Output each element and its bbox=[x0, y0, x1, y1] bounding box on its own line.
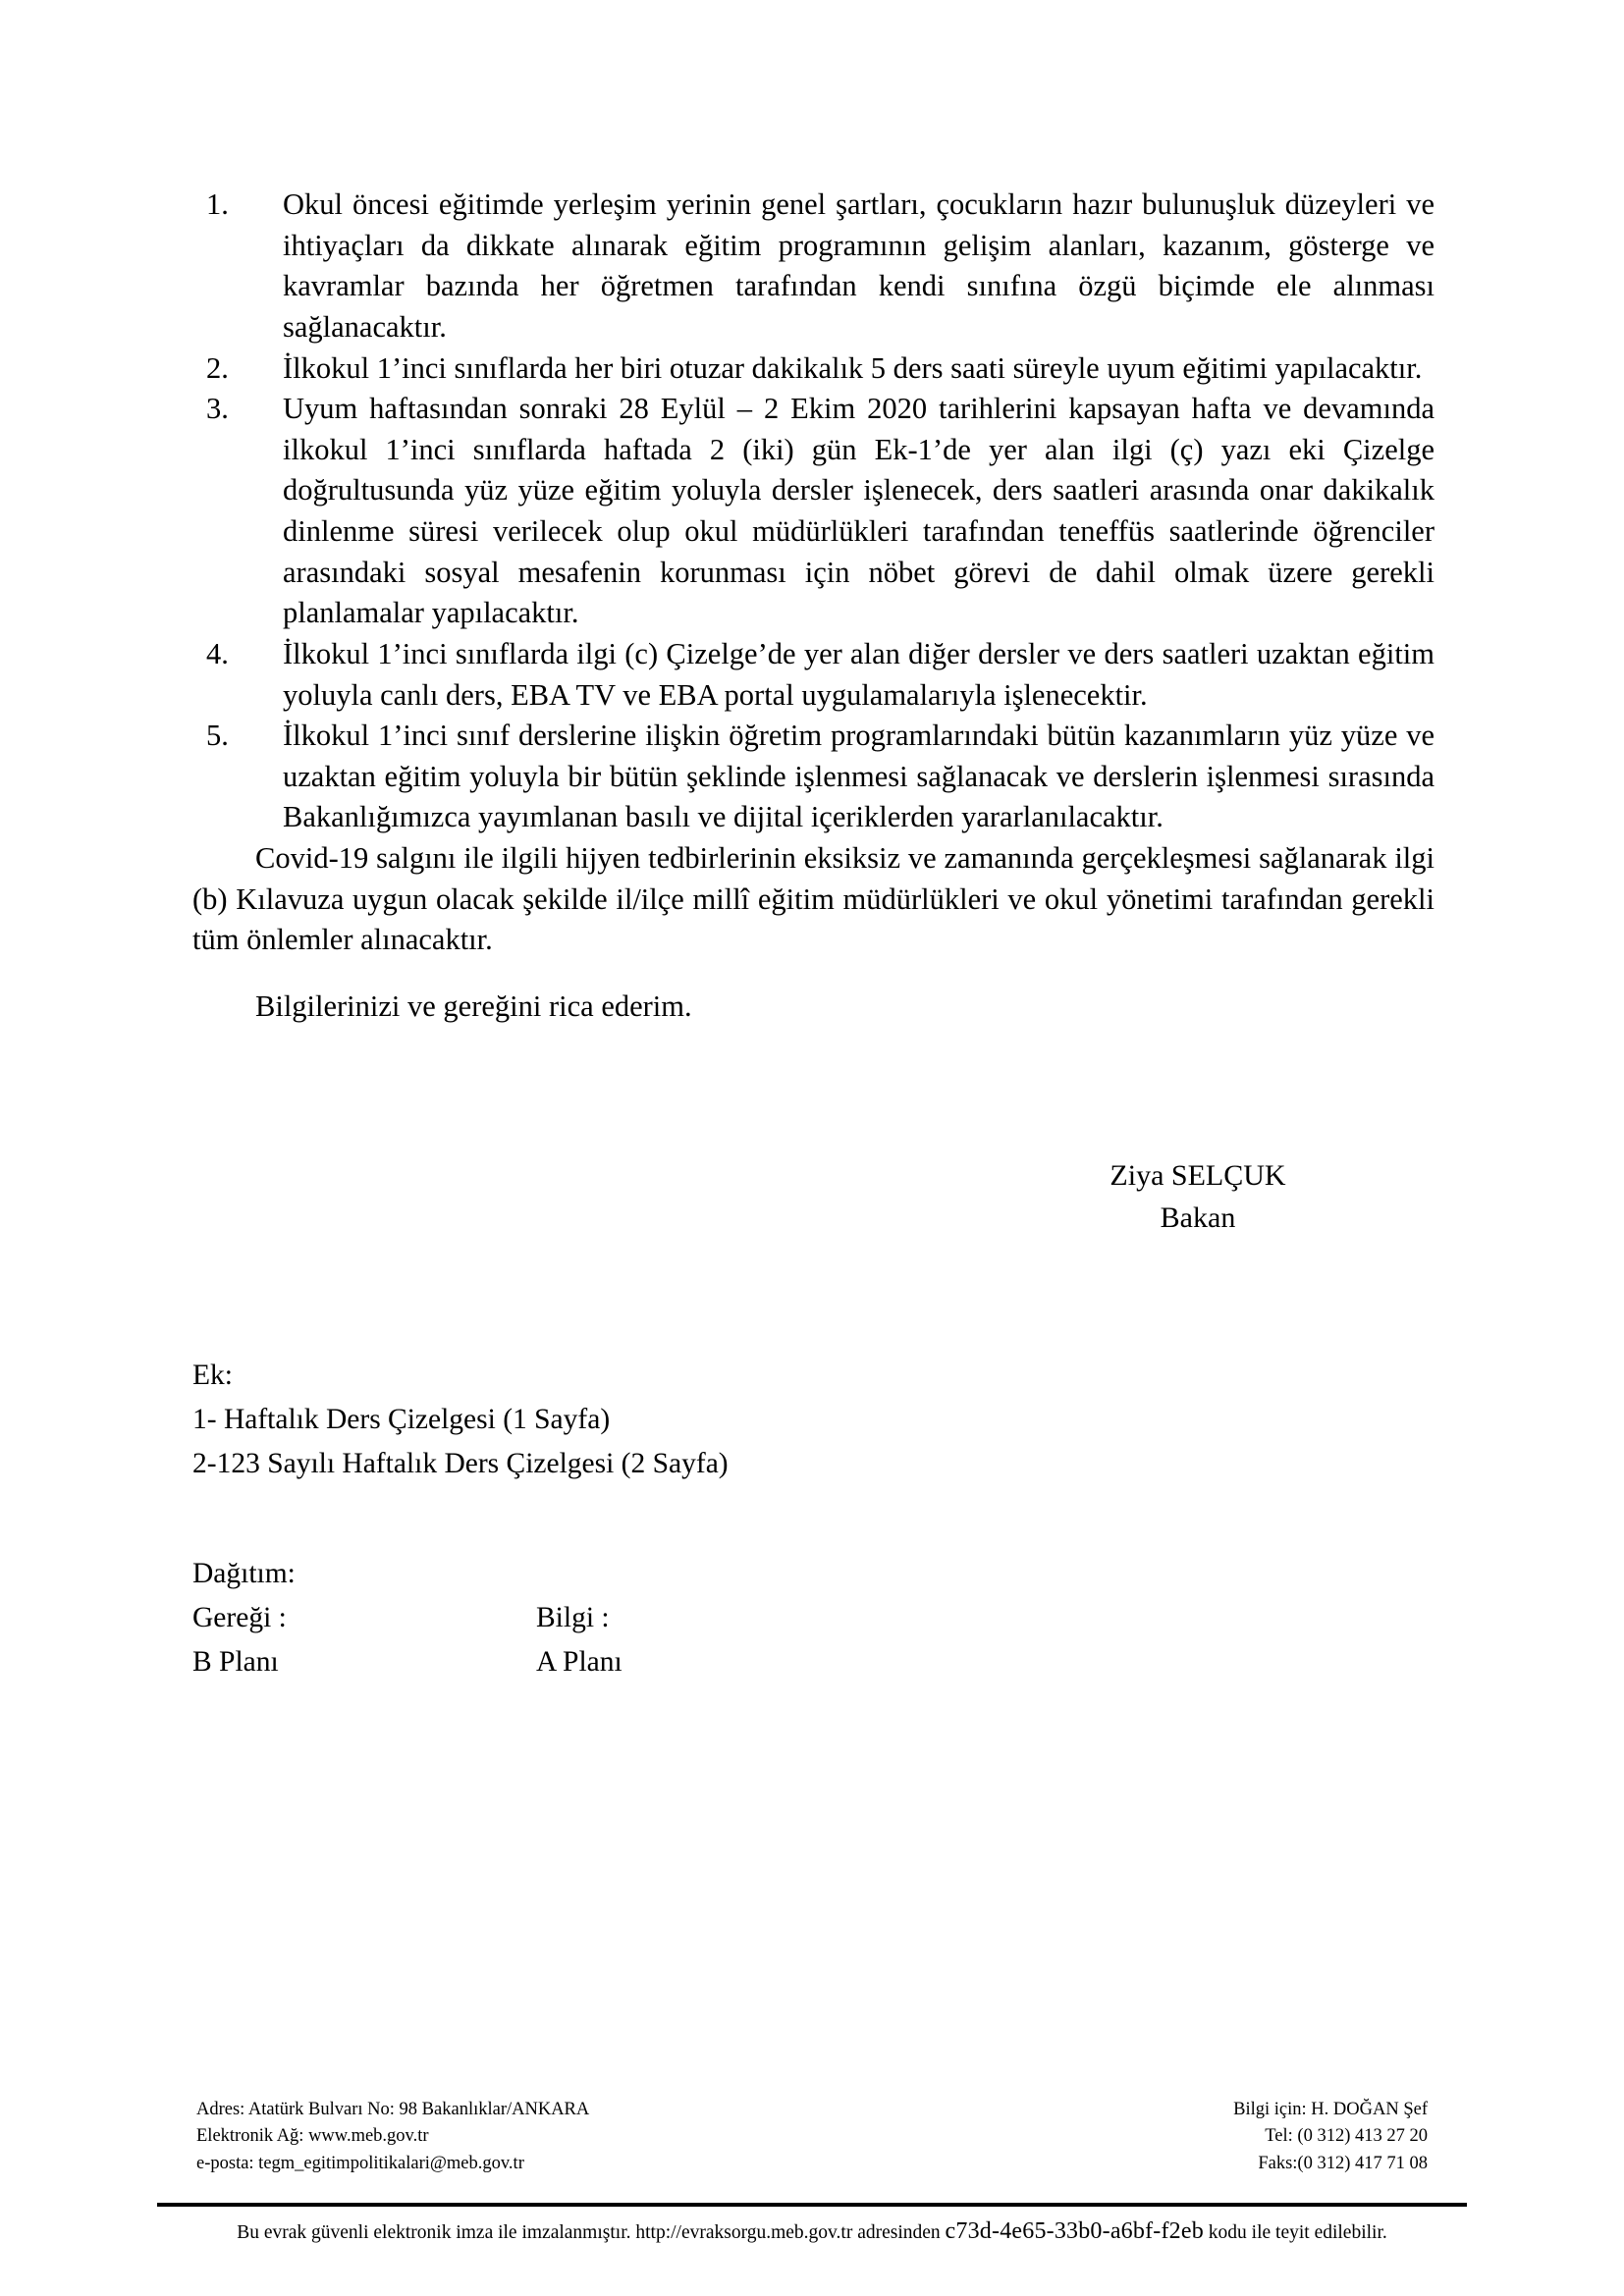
attachment-item: 2-123 Sayılı Haftalık Ders Çizelgesi (2 Sayfa) bbox=[192, 1447, 729, 1479]
list-item-text: İlkokul 1’inci sınıflarda ilgi (c) Çizelge’de yer alan diğer dersler ve ders saatleri uzaktan eğitim yoluyla canlı ders, EBA TV ve EBA portal uygulamalarıyla işlenecektir. bbox=[283, 636, 1435, 712]
letter-body bbox=[192, 185, 1435, 1028]
distribution-bilgi-value: A Planı bbox=[536, 1645, 623, 1678]
footer-website: Elektronik Ağ: www.meb.gov.tr bbox=[196, 2126, 429, 2147]
distribution-bilgi-label: Bilgi : bbox=[536, 1601, 610, 1633]
covid-paragraph: Covid-19 salgını ile ilgili hijyen tedbirlerinin eksiksiz ve zamanında gerçekleşmesi sağlanarak ilgi (b) Kılavuza uygun olacak şekilde il/ilçe millî eğitim müdürlükleri ve okul yönetimi tarafından gerekli tüm önlemler alınacaktır. bbox=[192, 841, 1435, 957]
list-item bbox=[192, 348, 1435, 390]
attachments-block bbox=[192, 1354, 729, 1485]
list-item bbox=[192, 389, 1435, 634]
footer-contact-right bbox=[1233, 2097, 1428, 2177]
list-item-number: 5. bbox=[206, 719, 229, 753]
list-item-number: 2. bbox=[206, 350, 229, 385]
footer-email: e-posta: tegm_egitimpolitikalari@meb.gov.tr bbox=[196, 2153, 524, 2173]
list-item-text: Uyum haftasından sonraki 28 Eylül – 2 Ekim 2020 tarihlerini kapsayan hafta ve devamında ilkokul 1’inci sınıflarda haftada 2 (iki) gün Ek-1’de yer alan ilgi (ç) yazı eki Çizelge doğrultusunda yüz yüze eğitim yoluyla dersler işlenecek, ders saatleri arasında onar dakikalık dinlenme süresi verilecek olup okul müdürlükleri tarafından teneffüs saatlerinde öğrenciler arasındaki sosyal mesafenin korunması için nöbet görevi de dahil olmak üzere gerekli planlamalar yapılacaktır. bbox=[283, 392, 1435, 630]
list-item bbox=[192, 634, 1435, 716]
attachment-item: 1- Haftalık Ders Çizelgesi (1 Sayfa) bbox=[192, 1403, 611, 1435]
list-item bbox=[192, 185, 1435, 348]
list-item-number: 3. bbox=[206, 392, 229, 426]
attachments-heading: Ek: bbox=[192, 1360, 233, 1391]
list-item-text: İlkokul 1’inci sınıf derslerine ilişkin öğretim programlarındaki bütün kazanımların yüz yüze ve uzaktan eğitim yoluyla bir bütün şeklinde işlenmesi sağlanacak ve derslerin işlenmesi sırasında Bakanlığımızca yayımlanan basılı ve dijital içeriklerden yararlanılacaktır. bbox=[283, 719, 1435, 834]
esignature-verification bbox=[118, 2216, 1506, 2247]
distribution-values-row bbox=[192, 1640, 880, 1684]
list-item-number: 1. bbox=[206, 187, 229, 221]
signer-name: Ziya SELÇUK bbox=[1110, 1159, 1286, 1192]
footer-address: Adres: Atatürk Bulvarı No: 98 Bakanlıklar/ANKARA bbox=[196, 2100, 590, 2119]
distribution-heading: Dağıtım: bbox=[192, 1558, 296, 1589]
footer-divider bbox=[157, 2203, 1467, 2207]
distribution-gereği-label: Gereği : bbox=[192, 1601, 287, 1633]
footer-fax: Faks:(0 312) 417 71 08 bbox=[1258, 2153, 1428, 2173]
footer-contact-person: Bilgi için: H. DOĞAN Şef bbox=[1233, 2100, 1428, 2119]
footer-contact bbox=[196, 2097, 1428, 2177]
closing-request: Bilgilerinizi ve gereğini rica ederim. bbox=[255, 988, 692, 1023]
esignature-code: c73d-4e65-33b0-a6bf-f2eb bbox=[945, 2218, 1204, 2244]
distribution-gereği-value: B Planı bbox=[192, 1645, 279, 1678]
distribution-labels-row bbox=[192, 1596, 880, 1640]
list-item bbox=[192, 716, 1435, 838]
list-item-text: Okul öncesi eğitimde yerleşim yerinin genel şartları, çocukların hazır bulunuşluk düzeyleri ve ihtiyaçları da dikkate alınarak eğitim programının gelişim alanları, kazanım, gösterge ve kavramlar bazında her öğretmen tarafından kendi sınıfına özgü biçimde ele alınması sağlanacaktır. bbox=[283, 187, 1435, 344]
footer-contact-left bbox=[196, 2097, 589, 2177]
footer-phone: Tel: (0 312) 413 27 20 bbox=[1265, 2126, 1428, 2147]
esignature-prefix: Bu evrak güvenli elektronik imza ile imzalanmıştır. http://evraksorgu.meb.gov.tr adresinden bbox=[237, 2222, 941, 2243]
distribution-block bbox=[192, 1552, 880, 1683]
signer-title: Bakan bbox=[1160, 1201, 1236, 1234]
list-item-number: 4. bbox=[206, 636, 229, 670]
spacer bbox=[192, 961, 1435, 987]
numbered-list bbox=[192, 185, 1435, 838]
signature-block bbox=[992, 1155, 1404, 1239]
list-item-text: İlkokul 1’inci sınıflarda her biri otuzar dakikalık 5 ders saati süreyle uyum eğitimi yapılacaktır. bbox=[283, 350, 1423, 385]
esignature-suffix: kodu ile teyit edilebilir. bbox=[1208, 2222, 1387, 2243]
